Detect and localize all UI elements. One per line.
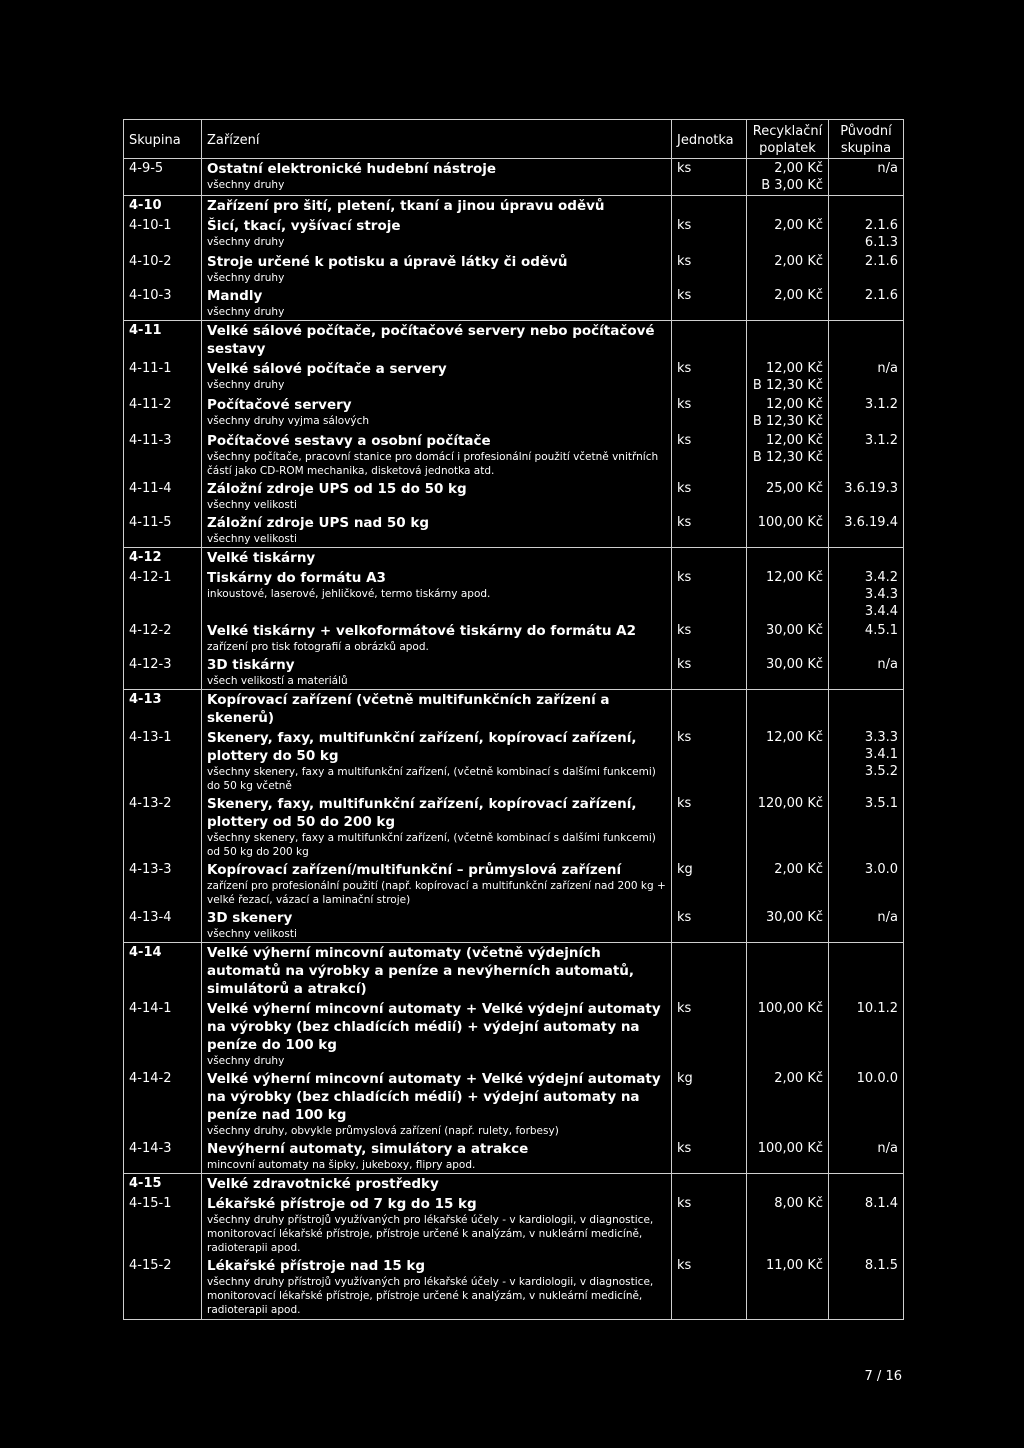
cell-orig [829,196,904,217]
cell-device [202,359,672,395]
orig-group-value: 3.1.2 [864,433,898,448]
device-name: Zařízení pro šití, pletení, tkaní a jinou úpravu oděvů [207,198,605,214]
cell-code: 4-14-1 [124,999,202,1069]
table-group-row [124,321,904,360]
cell-fee [747,794,829,860]
orig-group-value: 3.5.2 [864,764,898,779]
fee-value: 120,00 Kč [757,796,823,811]
device-name: Velké sálové počítače, počítačové servery nebo počítačové sestavy [207,323,655,357]
cell-device [202,548,672,569]
device-description: všechny druhy [207,236,285,248]
cell-device [202,431,672,479]
fee-value: 12,00 Kč [765,570,823,585]
orig-group-value: 3.4.2 [864,570,898,585]
table-row [124,621,904,655]
cell-code: 4-10-2 [124,252,202,286]
orig-group-value: 3.4.3 [864,587,898,602]
cell-code: 4-13-4 [124,908,202,943]
cell-code: 4-10-3 [124,286,202,321]
cell-device [202,794,672,860]
device-name: Velké výherní mincovní automaty (včetně výdejních automatů na výrobky a peníze a nevýherních automatů, simulátorů a atrakcí) [207,945,635,997]
fee-value: 30,00 Kč [765,657,823,672]
fee-value: 11,00 Kč [765,1258,823,1273]
cell-fee [747,943,829,1000]
cell-fee [747,196,829,217]
device-name: Skenery, faxy, multifunkční zařízení, kopírovací zařízení, plottery od 50 do 200 kg [207,796,637,830]
cell-device [202,1139,672,1174]
cell-fee [747,999,829,1069]
device-name: Počítačové sestavy a osobní počítače [207,433,491,449]
fee-value: 25,00 Kč [765,481,823,496]
orig-group-value: 3.0.0 [864,862,898,877]
device-name: Záložní zdroje UPS od 15 do 50 kg [207,481,467,497]
device-description: všechny druhy, obvykle průmyslová zařízení (např. rulety, forbesy) [207,1125,559,1137]
device-name: Tiskárny do formátu A3 [207,570,386,586]
cell-unit: kg [672,1069,747,1139]
cell-orig [829,548,904,569]
cell-orig [829,655,904,690]
cell-device [202,621,672,655]
device-description: všechny druhy přístrojů využívaných pro lékařské účely - v kardiologii, v diagnostice, monitorovací lékařské přístroje, přístroje určené k analýzám, v nukleární medicíně, radioterapii apod. [207,1214,654,1254]
cell-fee [747,321,829,360]
device-name: Velké zdravotnické prostředky [207,1176,439,1192]
orig-group-value: 3.6.19.3 [844,481,898,496]
cell-device [202,159,672,196]
cell-code: 4-11 [124,321,202,360]
fee-value: 100,00 Kč [757,515,823,530]
cell-device [202,728,672,794]
orig-group-value: 4.5.1 [864,623,898,638]
orig-group-value: n/a [877,657,898,672]
orig-group-value: 3.1.2 [864,397,898,412]
device-description: všechny druhy vyjma sálových [207,415,370,427]
cell-fee [747,431,829,479]
cell-fee [747,216,829,252]
fee-value: 8,00 Kč [774,1196,823,1211]
table-row [124,216,904,252]
cell-code: 4-14-3 [124,1139,202,1174]
cell-device [202,860,672,908]
device-description: inkoustové, laserové, jehličkové, termo tiskárny apod. [207,588,491,600]
cell-code: 4-14 [124,943,202,1000]
fee-value: 2,00 Kč [774,254,823,269]
device-name: Velké sálové počítače a servery [207,361,447,377]
cell-device [202,216,672,252]
table-row [124,1194,904,1256]
fee-value: B 3,00 Kč [761,178,823,193]
cell-unit: ks [672,216,747,252]
device-description: všechny druhy [207,379,285,391]
device-description: všechny druhy [207,306,285,318]
cell-fee [747,479,829,513]
cell-unit: ks [672,621,747,655]
page-number: 7 / 16 [864,1369,902,1384]
device-description: zařízení pro profesionální použití (např. kopírovací a multifunkční zařízení nad 200 kg + velké řezací, vázací a laminační stroje) [207,880,666,906]
fee-value: 100,00 Kč [757,1141,823,1156]
table-row [124,794,904,860]
cell-unit [672,548,747,569]
table-row [124,1139,904,1174]
table-row [124,252,904,286]
cell-unit: ks [672,1139,747,1174]
cell-code: 4-12 [124,548,202,569]
table-row [124,286,904,321]
cell-orig [829,943,904,1000]
cell-unit: ks [672,728,747,794]
device-name: Skenery, faxy, multifunkční zařízení, kopírovací zařízení, plottery do 50 kg [207,730,637,764]
cell-device [202,690,672,729]
cell-code: 4-13-1 [124,728,202,794]
device-name: Velké tiskárny [207,550,316,566]
orig-group-value: 3.3.3 [864,730,898,745]
cell-device [202,395,672,431]
cell-orig [829,1256,904,1320]
cell-fee [747,513,829,548]
orig-group-value: 3.5.1 [864,796,898,811]
cell-fee [747,621,829,655]
device-name: Nevýherní automaty, simulátory a atrakce [207,1141,529,1157]
cell-unit [672,196,747,217]
cell-device [202,286,672,321]
cell-orig [829,513,904,548]
cell-fee [747,728,829,794]
fee-table [123,119,904,1320]
table-group-row [124,548,904,569]
cell-code: 4-14-2 [124,1069,202,1139]
cell-unit: ks [672,908,747,943]
fee-value: 12,00 Kč [765,433,823,448]
device-name: Mandly [207,288,263,304]
device-name: Velké výherní mincovní automaty + Velké výdejní automaty na výrobky (bez chladících médií) + výdejní automaty na peníze do 100 kg [207,1001,661,1053]
header-group: Skupina [124,120,202,159]
orig-group-value: 10.0.0 [856,1071,898,1086]
cell-unit: ks [672,479,747,513]
cell-unit: ks [672,286,747,321]
device-description: všechny velikosti [207,928,297,940]
device-name: Kopírovací zařízení/multifunkční – průmyslová zařízení [207,862,622,878]
cell-code: 4-12-3 [124,655,202,690]
cell-fee [747,252,829,286]
device-description: všechny druhy přístrojů využívaných pro lékařské účely - v kardiologii, v diagnostice, monitorovací lékařské přístroje, přístroje určené k analýzám, v nukleární medicíně, radioterapii apod. [207,1276,654,1316]
cell-orig [829,1194,904,1256]
device-description: zařízení pro tisk fotografií a obrázků apod. [207,641,429,653]
cell-fee [747,568,829,621]
cell-unit: ks [672,431,747,479]
fee-value: B 12,30 Kč [752,414,823,429]
device-description: všechny velikosti [207,499,297,511]
cell-code: 4-12-2 [124,621,202,655]
cell-device [202,513,672,548]
orig-group-value: 6.1.3 [864,235,898,250]
cell-code: 4-15-1 [124,1194,202,1256]
fee-value: 100,00 Kč [757,1001,823,1016]
cell-unit [672,1174,747,1195]
cell-unit: ks [672,655,747,690]
cell-device [202,999,672,1069]
cell-device [202,1174,672,1195]
cell-unit [672,943,747,1000]
cell-orig [829,999,904,1069]
cell-code: 4-11-4 [124,479,202,513]
cell-orig [829,860,904,908]
fee-value: 12,00 Kč [765,397,823,412]
cell-code: 4-11-1 [124,359,202,395]
cell-code: 4-13-3 [124,860,202,908]
orig-group-value: n/a [877,1141,898,1156]
device-description: všechny druhy [207,179,285,191]
device-description: všech velikostí a materiálů [207,675,348,687]
device-name: Lékařské přístroje od 7 kg do 15 kg [207,1196,477,1212]
cell-fee [747,908,829,943]
orig-group-value: n/a [877,161,898,176]
cell-orig [829,908,904,943]
fee-value: 2,00 Kč [774,1071,823,1086]
cell-fee [747,1256,829,1320]
cell-unit: ks [672,568,747,621]
device-description: všechny druhy [207,1055,285,1067]
table-group-row [124,943,904,1000]
orig-group-value: 3.6.19.4 [844,515,898,530]
fee-value: 2,00 Kč [774,161,823,176]
table-row [124,479,904,513]
header-device: Zařízení [202,120,672,159]
device-name: Kopírovací zařízení (včetně multifunkčních zařízení a skenerů) [207,692,610,726]
cell-fee [747,860,829,908]
table-row [124,513,904,548]
cell-orig [829,568,904,621]
cell-unit: ks [672,999,747,1069]
device-name: Šicí, tkací, vyšívací stroje [207,218,401,234]
header-fee: Recyklační poplatek [747,120,829,159]
table-group-row [124,1174,904,1195]
cell-orig [829,621,904,655]
table-row [124,908,904,943]
table-row [124,359,904,395]
table-row [124,728,904,794]
cell-unit: ks [672,395,747,431]
cell-unit: kg [672,860,747,908]
table-row [124,1256,904,1320]
cell-code: 4-13-2 [124,794,202,860]
cell-orig [829,286,904,321]
orig-group-value: n/a [877,910,898,925]
device-description: všechny velikosti [207,533,297,545]
header-unit: Jednotka [672,120,747,159]
cell-orig [829,1139,904,1174]
cell-fee [747,655,829,690]
cell-code: 4-11-2 [124,395,202,431]
cell-device [202,1069,672,1139]
table-group-row [124,690,904,729]
cell-device [202,252,672,286]
table-row [124,655,904,690]
cell-orig [829,1174,904,1195]
orig-group-value: 8.1.4 [864,1196,898,1211]
cell-unit [672,690,747,729]
orig-group-value: 10.1.2 [856,1001,898,1016]
device-name: 3D skenery [207,910,293,926]
table-row [124,395,904,431]
cell-code: 4-10 [124,196,202,217]
cell-device [202,655,672,690]
table-row [124,431,904,479]
cell-orig [829,690,904,729]
orig-group-value: 2.1.6 [864,218,898,233]
cell-fee [747,1139,829,1174]
cell-unit: ks [672,359,747,395]
cell-code: 4-10-1 [124,216,202,252]
cell-orig [829,159,904,196]
cell-code: 4-12-1 [124,568,202,621]
device-description: všechny skenery, faxy a multifunkční zařízení, (včetně kombinací s dalšími funkcemi) do 50 kg včetně [207,766,656,792]
cell-code: 4-11-3 [124,431,202,479]
cell-fee [747,286,829,321]
cell-device [202,568,672,621]
table-row [124,999,904,1069]
cell-device [202,1256,672,1320]
device-name: Ostatní elektronické hudební nástroje [207,161,497,177]
device-description: mincovní automaty na šipky, jukeboxy, flipry apod. [207,1159,476,1171]
cell-code: 4-13 [124,690,202,729]
device-name: Velké tiskárny + velkoformátové tiskárny do formátu A2 [207,623,636,639]
cell-orig [829,321,904,360]
device-description: všechny druhy [207,272,285,284]
cell-unit: ks [672,1256,747,1320]
cell-fee [747,1174,829,1195]
table-row [124,860,904,908]
orig-group-value: 3.4.1 [864,747,898,762]
fee-value: 2,00 Kč [774,218,823,233]
cell-orig [829,359,904,395]
orig-group-value: 2.1.6 [864,254,898,269]
fee-value: 2,00 Kč [774,862,823,877]
fee-value: 30,00 Kč [765,910,823,925]
cell-orig [829,1069,904,1139]
header-orig: Původní skupina [829,120,904,159]
cell-code: 4-9-5 [124,159,202,196]
fee-value: 12,00 Kč [765,730,823,745]
cell-code: 4-11-5 [124,513,202,548]
device-name: Stroje určené k potisku a úpravě látky či oděvů [207,254,568,270]
orig-group-value: 3.4.4 [864,604,898,619]
cell-unit [672,321,747,360]
fee-value: B 12,30 Kč [752,450,823,465]
device-name: Velké výherní mincovní automaty + Velké výdejní automaty na výrobky (bez chladících médií) + výdejní automaty na peníze nad 100 kg [207,1071,661,1123]
device-name: Počítačové servery [207,397,352,413]
table-group-row [124,196,904,217]
cell-fee [747,1069,829,1139]
table-row [124,159,904,196]
fee-value: 2,00 Kč [774,288,823,303]
cell-fee [747,395,829,431]
fee-value: 12,00 Kč [765,361,823,376]
table-header-row [124,120,904,159]
cell-unit: ks [672,1194,747,1256]
device-name: Lékařské přístroje nad 15 kg [207,1258,426,1274]
cell-fee [747,548,829,569]
table-body [124,159,904,1320]
device-name: Záložní zdroje UPS nad 50 kg [207,515,430,531]
table-row [124,1069,904,1139]
cell-orig [829,728,904,794]
cell-unit: ks [672,794,747,860]
cell-fee [747,159,829,196]
cell-unit: ks [672,159,747,196]
cell-fee [747,690,829,729]
cell-orig [829,479,904,513]
cell-fee [747,359,829,395]
cell-orig [829,794,904,860]
cell-orig [829,431,904,479]
orig-group-value: n/a [877,361,898,376]
cell-device [202,908,672,943]
cell-unit: ks [672,252,747,286]
fee-value: 30,00 Kč [765,623,823,638]
cell-device [202,196,672,217]
orig-group-value: 2.1.6 [864,288,898,303]
orig-group-value: 8.1.5 [864,1258,898,1273]
device-description: všechny počítače, pracovní stanice pro domácí i profesionální použití včetně vnitřních částí jako CD-ROM mechanika, disketová jednotka atd. [207,451,659,477]
cell-device [202,1194,672,1256]
cell-orig [829,395,904,431]
cell-code: 4-15 [124,1174,202,1195]
cell-orig [829,216,904,252]
table-row [124,568,904,621]
fee-value: B 12,30 Kč [752,378,823,393]
cell-device [202,321,672,360]
device-name: 3D tiskárny [207,657,295,673]
cell-unit: ks [672,513,747,548]
cell-orig [829,252,904,286]
cell-device [202,479,672,513]
cell-code: 4-15-2 [124,1256,202,1320]
cell-fee [747,1194,829,1256]
cell-device [202,943,672,1000]
device-description: všechny skenery, faxy a multifunkční zařízení, (včetně kombinací s dalšími funkcemi) od 50 kg do 200 kg [207,832,656,858]
